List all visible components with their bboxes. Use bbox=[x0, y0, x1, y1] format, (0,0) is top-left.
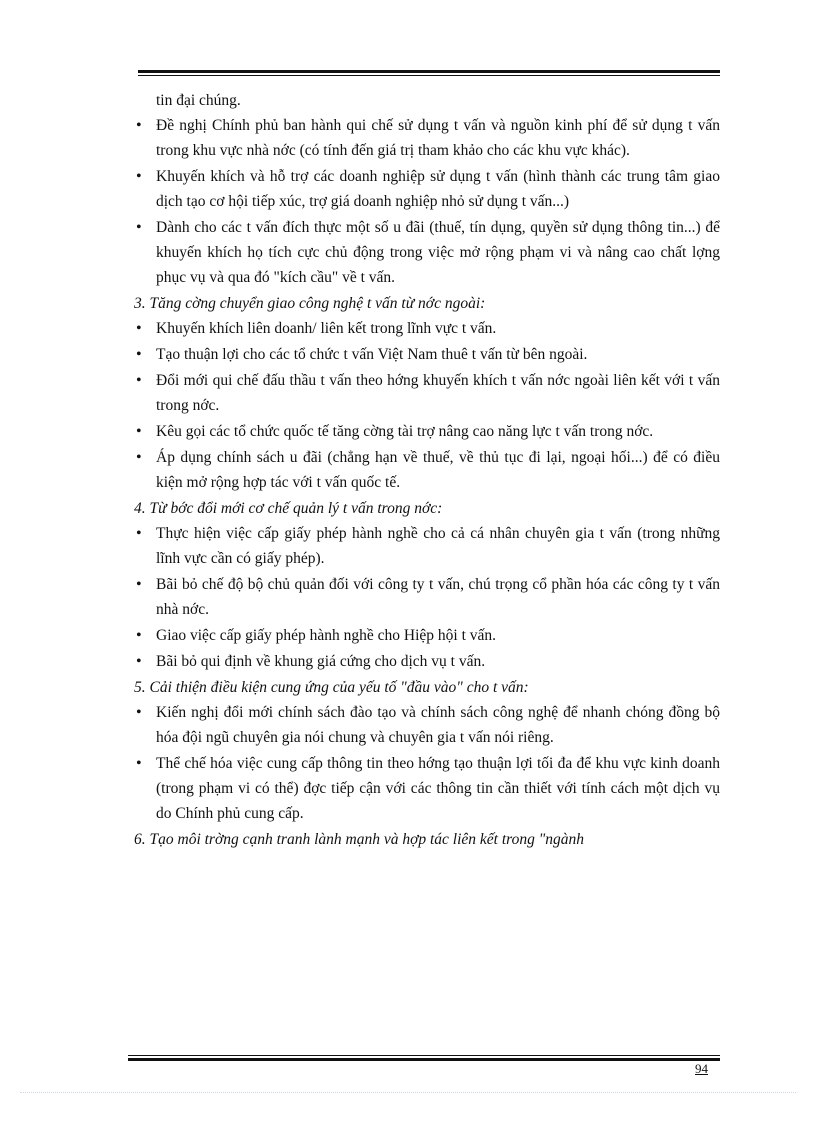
header-rule bbox=[138, 70, 720, 76]
bullet-item: • Giao việc cấp giấy phép hành nghề cho Hiệp hội t vấn. bbox=[134, 623, 720, 648]
page-edge-dotted-line bbox=[20, 1092, 796, 1093]
bullet-item: • Dành cho các t vấn đích thực một số u đãi (thuế, tín dụng, quyền sử dụng thông tin...) để khuyến khích họ tích cực chủ động trong việc mở rộng phạm vi và nâng cao chất lợng phục vụ và qua đó "kích cầu" về t vấn. bbox=[134, 215, 720, 290]
bullet-item: • Bãi bỏ qui định về khung giá cứng cho dịch vụ t vấn. bbox=[134, 649, 720, 674]
bullet-item: • Bãi bỏ chế độ bộ chủ quản đối với công ty t vấn, chú trọng cổ phần hóa các công ty t vấn nhà nớc. bbox=[134, 572, 720, 622]
bullet-item: • Khuyến khích và hỗ trợ các doanh nghiệp sử dụng t vấn (hình thành các trung tâm giao dịch tạo cơ hội tiếp xúc, trợ giá doanh nghiệp nhỏ sử dụng t vấn...) bbox=[134, 164, 720, 214]
page-number: 94 bbox=[695, 1061, 708, 1076]
bullet-item: • Thể chế hóa việc cung cấp thông tin theo hớng tạo thuận lợi tối đa để khu vực kinh doanh (trong phạm vi có thể) đợc tiếp cận với các thông tin cần thiết với tính cách một dịch vụ do Chính phủ cung cấp. bbox=[134, 751, 720, 826]
body-text bbox=[134, 88, 720, 852]
bullet-item: • Thực hiện việc cấp giấy phép hành nghề cho cả cá nhân chuyên gia t vấn (trong những lĩnh vực cần có giấy phép). bbox=[134, 521, 720, 571]
continuation-text: tin đại chúng. bbox=[156, 92, 241, 109]
bullet-item: • Kêu gọi các tổ chức quốc tế tăng cờng tài trợ nâng cao năng lực t vấn trong nớc. bbox=[134, 419, 720, 444]
section-heading-3: 3. Tăng cờng chuyển giao công nghệ t vấn từ nớc ngoài: bbox=[134, 295, 486, 312]
bullet-item: • Đổi mới qui chế đấu thầu t vấn theo hớng khuyến khích t vấn nớc ngoài liên kết với t vấn trong nớc. bbox=[134, 368, 720, 418]
bullet-item: • Tạo thuận lợi cho các tổ chức t vấn Việt Nam thuê t vấn từ bên ngoài. bbox=[134, 342, 720, 367]
bullet-item: • Kiến nghị đổi mới chính sách đào tạo và chính sách công nghệ để nhanh chóng đồng bộ hóa đội ngũ chuyên gia nói chung và chuyên gia t vấn nói riêng. bbox=[134, 700, 720, 750]
footer-rule bbox=[128, 1055, 720, 1061]
section-heading-5: 5. Cải thiện điều kiện cung ứng của yếu tố "đầu vào" cho t vấn: bbox=[134, 679, 529, 696]
section-heading-4: 4. Từ bớc đổi mới cơ chế quản lý t vấn trong nớc: bbox=[134, 500, 443, 517]
bullet-item: • Áp dụng chính sách u đãi (chẳng hạn về thuế, về thủ tục đi lại, ngoại hối...) để có điều kiện mở rộng hợp tác với t vấn quốc tế. bbox=[134, 445, 720, 495]
section-heading-6: 6. Tạo môi trờng cạnh tranh lành mạnh và hợp tác liên kết trong "ngành bbox=[134, 831, 584, 848]
bullet-item: • Đề nghị Chính phủ ban hành qui chế sử dụng t vấn và nguồn kinh phí để sử dụng t vấn trong khu vực nhà nớc (có tính đến giá trị tham khảo cho các khu vực khác). bbox=[134, 113, 720, 163]
bullet-item: • Khuyến khích liên doanh/ liên kết trong lĩnh vực t vấn. bbox=[134, 316, 720, 341]
